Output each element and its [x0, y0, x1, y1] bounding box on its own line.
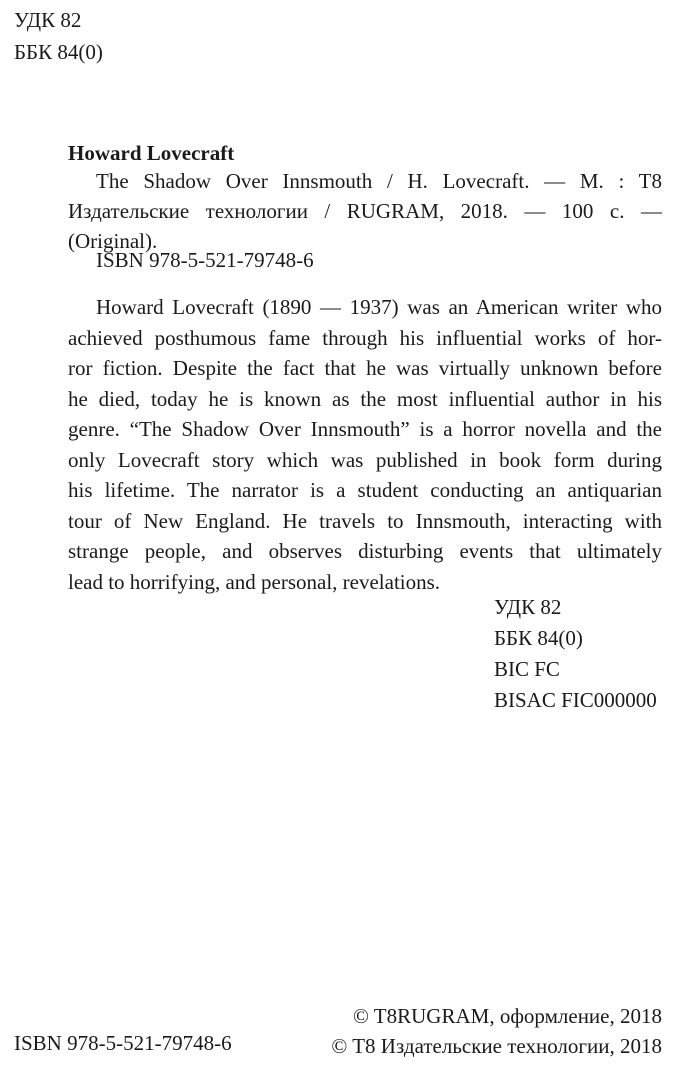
copyright-line: © T8RUGRAM, оформление, 2018 — [352, 1004, 662, 1028]
copyright-line: © T8 Издательские технологии, 2018 — [331, 1034, 662, 1058]
abstract-line: genre. “The Shadow Over Innsmouth” is a horror novella and the — [68, 417, 662, 441]
isbn-number: ISBN 978-5-521-79748-6 — [96, 248, 314, 272]
biblio-line: Издательские технологии / RUGRAM, 2018. — 100 с. — (Original). — [68, 199, 662, 253]
copyright-notice — [331, 1001, 662, 1061]
abstract-line: achieved posthumous fame through his influential works of hor- — [68, 325, 662, 350]
abstract-line: his lifetime. The narrator is a student conducting an antiquarian — [68, 478, 662, 502]
abstract-line: only Lovecraft story which was published in book form during — [68, 447, 662, 472]
bic-code: BIC FC — [494, 657, 560, 681]
footer-isbn: ISBN 978-5-521-79748-6 — [14, 1031, 232, 1055]
top-udk-code: УДК 82 — [14, 8, 82, 32]
bisac-code: BISAC FIC000000 — [494, 688, 657, 712]
biblio-line: The Shadow Over Innsmouth / H. Lovecraft. — M. : T8 — [96, 169, 662, 193]
bbk-code: ББК 84(0) — [494, 626, 583, 650]
top-bbk-code: ББК 84(0) — [14, 40, 103, 64]
abstract-line: tour of New England. He travels to Innsmouth, interacting with — [68, 508, 662, 533]
top-classification-codes — [14, 4, 103, 68]
author-name: Howard Lovecraft — [68, 141, 235, 165]
abstract-line: ror fiction. Despite the fact that he was virtually unknown before — [68, 356, 662, 380]
udk-code: УДК 82 — [494, 595, 562, 619]
classification-codes-block — [494, 592, 657, 716]
book-abstract — [68, 292, 662, 597]
abstract-line: lead to horrifying, and personal, revelations. — [68, 569, 441, 594]
abstract-line: he died, today he is known as the most influential author in his — [68, 386, 662, 411]
abstract-line: Howard Lovecraft (1890 — 1937) was an American writer who — [96, 295, 662, 319]
bibliographic-description — [68, 166, 662, 256]
abstract-line: strange people, and observes disturbing events that ultimately — [68, 539, 662, 563]
